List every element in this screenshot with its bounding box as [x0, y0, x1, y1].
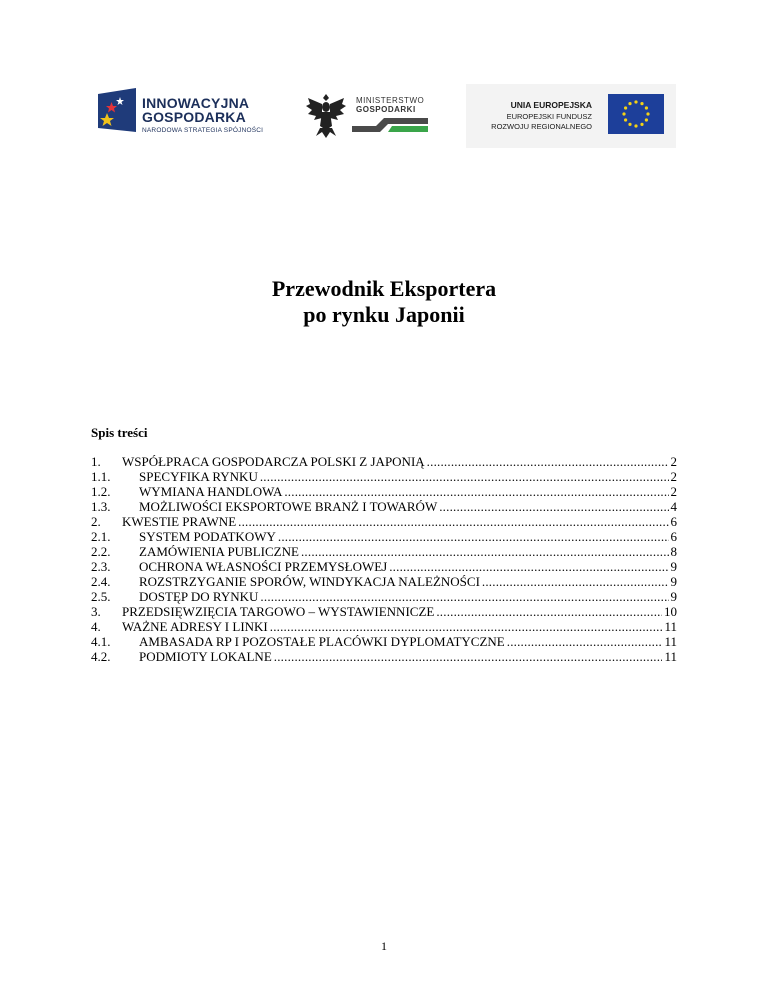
toc-page-number: 2: [670, 484, 677, 499]
ministerstwo-gospodarki-logo: [304, 90, 434, 146]
eagle-emblem-icon: [304, 90, 348, 140]
toc-title: SPECYFIKA RYNKU: [139, 469, 258, 484]
toc-dot-leader: [482, 574, 669, 589]
document-title: [0, 276, 768, 328]
toc-entry[interactable]: [91, 619, 677, 634]
toc-page-number: 6: [670, 514, 677, 529]
toc-title: OCHRONA WŁASNOŚCI PRZEMYSŁOWEJ: [139, 559, 388, 574]
toc-entry[interactable]: [91, 649, 677, 664]
toc-page-number: 10: [664, 604, 677, 619]
toc-heading: Spis treści: [91, 425, 148, 440]
title-line-1: Przewodnik Eksportera: [271, 276, 497, 301]
toc-entry[interactable]: [91, 574, 677, 589]
toc-page-number: 9: [670, 589, 677, 604]
toc-dot-leader: [389, 559, 668, 574]
toc-number: 4.1.: [91, 634, 111, 649]
toc-dot-leader: [260, 589, 668, 604]
toc-entry[interactable]: [91, 604, 677, 619]
toc-entry[interactable]: [91, 634, 677, 649]
toc-title: SYSTEM PODATKOWY: [139, 529, 276, 544]
stars-flag-icon: [96, 88, 140, 136]
toc-number: 2.5.: [91, 589, 111, 604]
rozwoju-text: ROZWOJU REGIONALNEGO: [491, 122, 592, 131]
fundusz-text: EUROPEJSKI FUNDUSZ: [506, 112, 592, 121]
toc-title: AMBASADA RP I POZOSTAŁE PLACÓWKI DYPLOMATYCZNE: [139, 634, 505, 649]
toc-dot-leader: [260, 469, 669, 484]
toc-number: 2.2.: [91, 544, 111, 559]
toc-entry[interactable]: [91, 514, 677, 529]
toc-page-number: 2: [670, 469, 677, 484]
toc-dot-leader: [439, 499, 668, 514]
logo-row: [0, 84, 768, 150]
toc-entry[interactable]: [91, 454, 677, 469]
toc-dot-leader: [284, 484, 668, 499]
toc-dot-leader: [238, 514, 668, 529]
toc-dot-leader: [427, 454, 669, 469]
toc-entry[interactable]: [91, 484, 677, 499]
toc-entry[interactable]: [91, 559, 677, 574]
toc-number: 1.3.: [91, 499, 111, 514]
ministerstwo-text: MINISTERSTWO: [356, 96, 425, 105]
toc-number: 4.: [91, 619, 101, 634]
toc-entry[interactable]: [91, 544, 677, 559]
toc-number: 2.3.: [91, 559, 111, 574]
toc-dot-leader: [301, 544, 669, 559]
gospodarki-text: GOSPODARKI: [356, 105, 416, 114]
title-line-2: po rynku Japonii: [303, 302, 465, 327]
toc-number: 2.1.: [91, 529, 111, 544]
toc-entry[interactable]: [91, 469, 677, 484]
toc-number: 2.: [91, 514, 101, 529]
toc-dot-leader: [278, 529, 669, 544]
toc-page-number: 8: [670, 544, 677, 559]
toc-title: MOŻLIWOŚCI EKSPORTOWE BRANŻ I TOWARÓW: [139, 499, 438, 514]
innowacyjna-gospodarka-logo: [96, 88, 276, 144]
toc-page-number: 11: [664, 619, 677, 634]
toc-title: ROZSTRZYGANIE SPORÓW, WINDYKACJA NALEŻNOŚCI: [139, 574, 480, 589]
eu-flag-icon: [608, 94, 664, 134]
toc-page-number: 11: [664, 649, 677, 664]
toc-title: ZAMÓWIENIA PUBLICZNE: [139, 544, 299, 559]
table-of-contents: [91, 454, 677, 664]
gospodarka-text: GOSPODARKA: [142, 109, 246, 125]
toc-title: KWESTIE PRAWNE: [122, 514, 237, 529]
toc-number: 1.2.: [91, 484, 111, 499]
toc-dot-leader: [270, 619, 663, 634]
innowacyjna-text: INNOWACYJNA: [142, 95, 250, 111]
toc-number: 2.4.: [91, 574, 111, 589]
ministry-bar-icon: [352, 118, 428, 132]
toc-title: DOSTĘP DO RYNKU: [139, 589, 259, 604]
toc-number: 1.: [91, 454, 101, 469]
toc-title: WAŻNE ADRESY I LINKI: [122, 619, 268, 634]
toc-page-number: 11: [664, 634, 677, 649]
toc-title: WSPÓŁPRACA GOSPODARCZA POLSKI Z JAPONIĄ: [122, 454, 425, 469]
toc-page-number: 2: [670, 454, 677, 469]
toc-dot-leader: [274, 649, 663, 664]
unia-europejska-logo: [466, 84, 676, 148]
strategy-subtitle: NARODOWA STRATEGIA SPÓJNOŚCI: [142, 127, 264, 134]
toc-number: 1.1.: [91, 469, 111, 484]
toc-number: 4.2.: [91, 649, 111, 664]
unia-europejska-text: UNIA EUROPEJSKA: [510, 100, 592, 110]
toc-title: PRZEDSIĘWZIĘCIA TARGOWO – WYSTAWIENNICZE: [122, 604, 435, 619]
toc-title: WYMIANA HANDLOWA: [139, 484, 283, 499]
toc-entry[interactable]: [91, 529, 677, 544]
toc-entry[interactable]: [91, 589, 677, 604]
toc-dot-leader: [507, 634, 663, 649]
toc-page-number: 9: [670, 574, 677, 589]
toc-number: 3.: [91, 604, 101, 619]
toc-page-number: 4: [670, 499, 677, 514]
toc-title: PODMIOTY LOKALNE: [139, 649, 272, 664]
toc-page-number: 9: [670, 559, 677, 574]
toc-entry[interactable]: [91, 499, 677, 514]
page-number: 1: [381, 939, 387, 953]
toc-page-number: 6: [670, 529, 677, 544]
toc-dot-leader: [436, 604, 662, 619]
